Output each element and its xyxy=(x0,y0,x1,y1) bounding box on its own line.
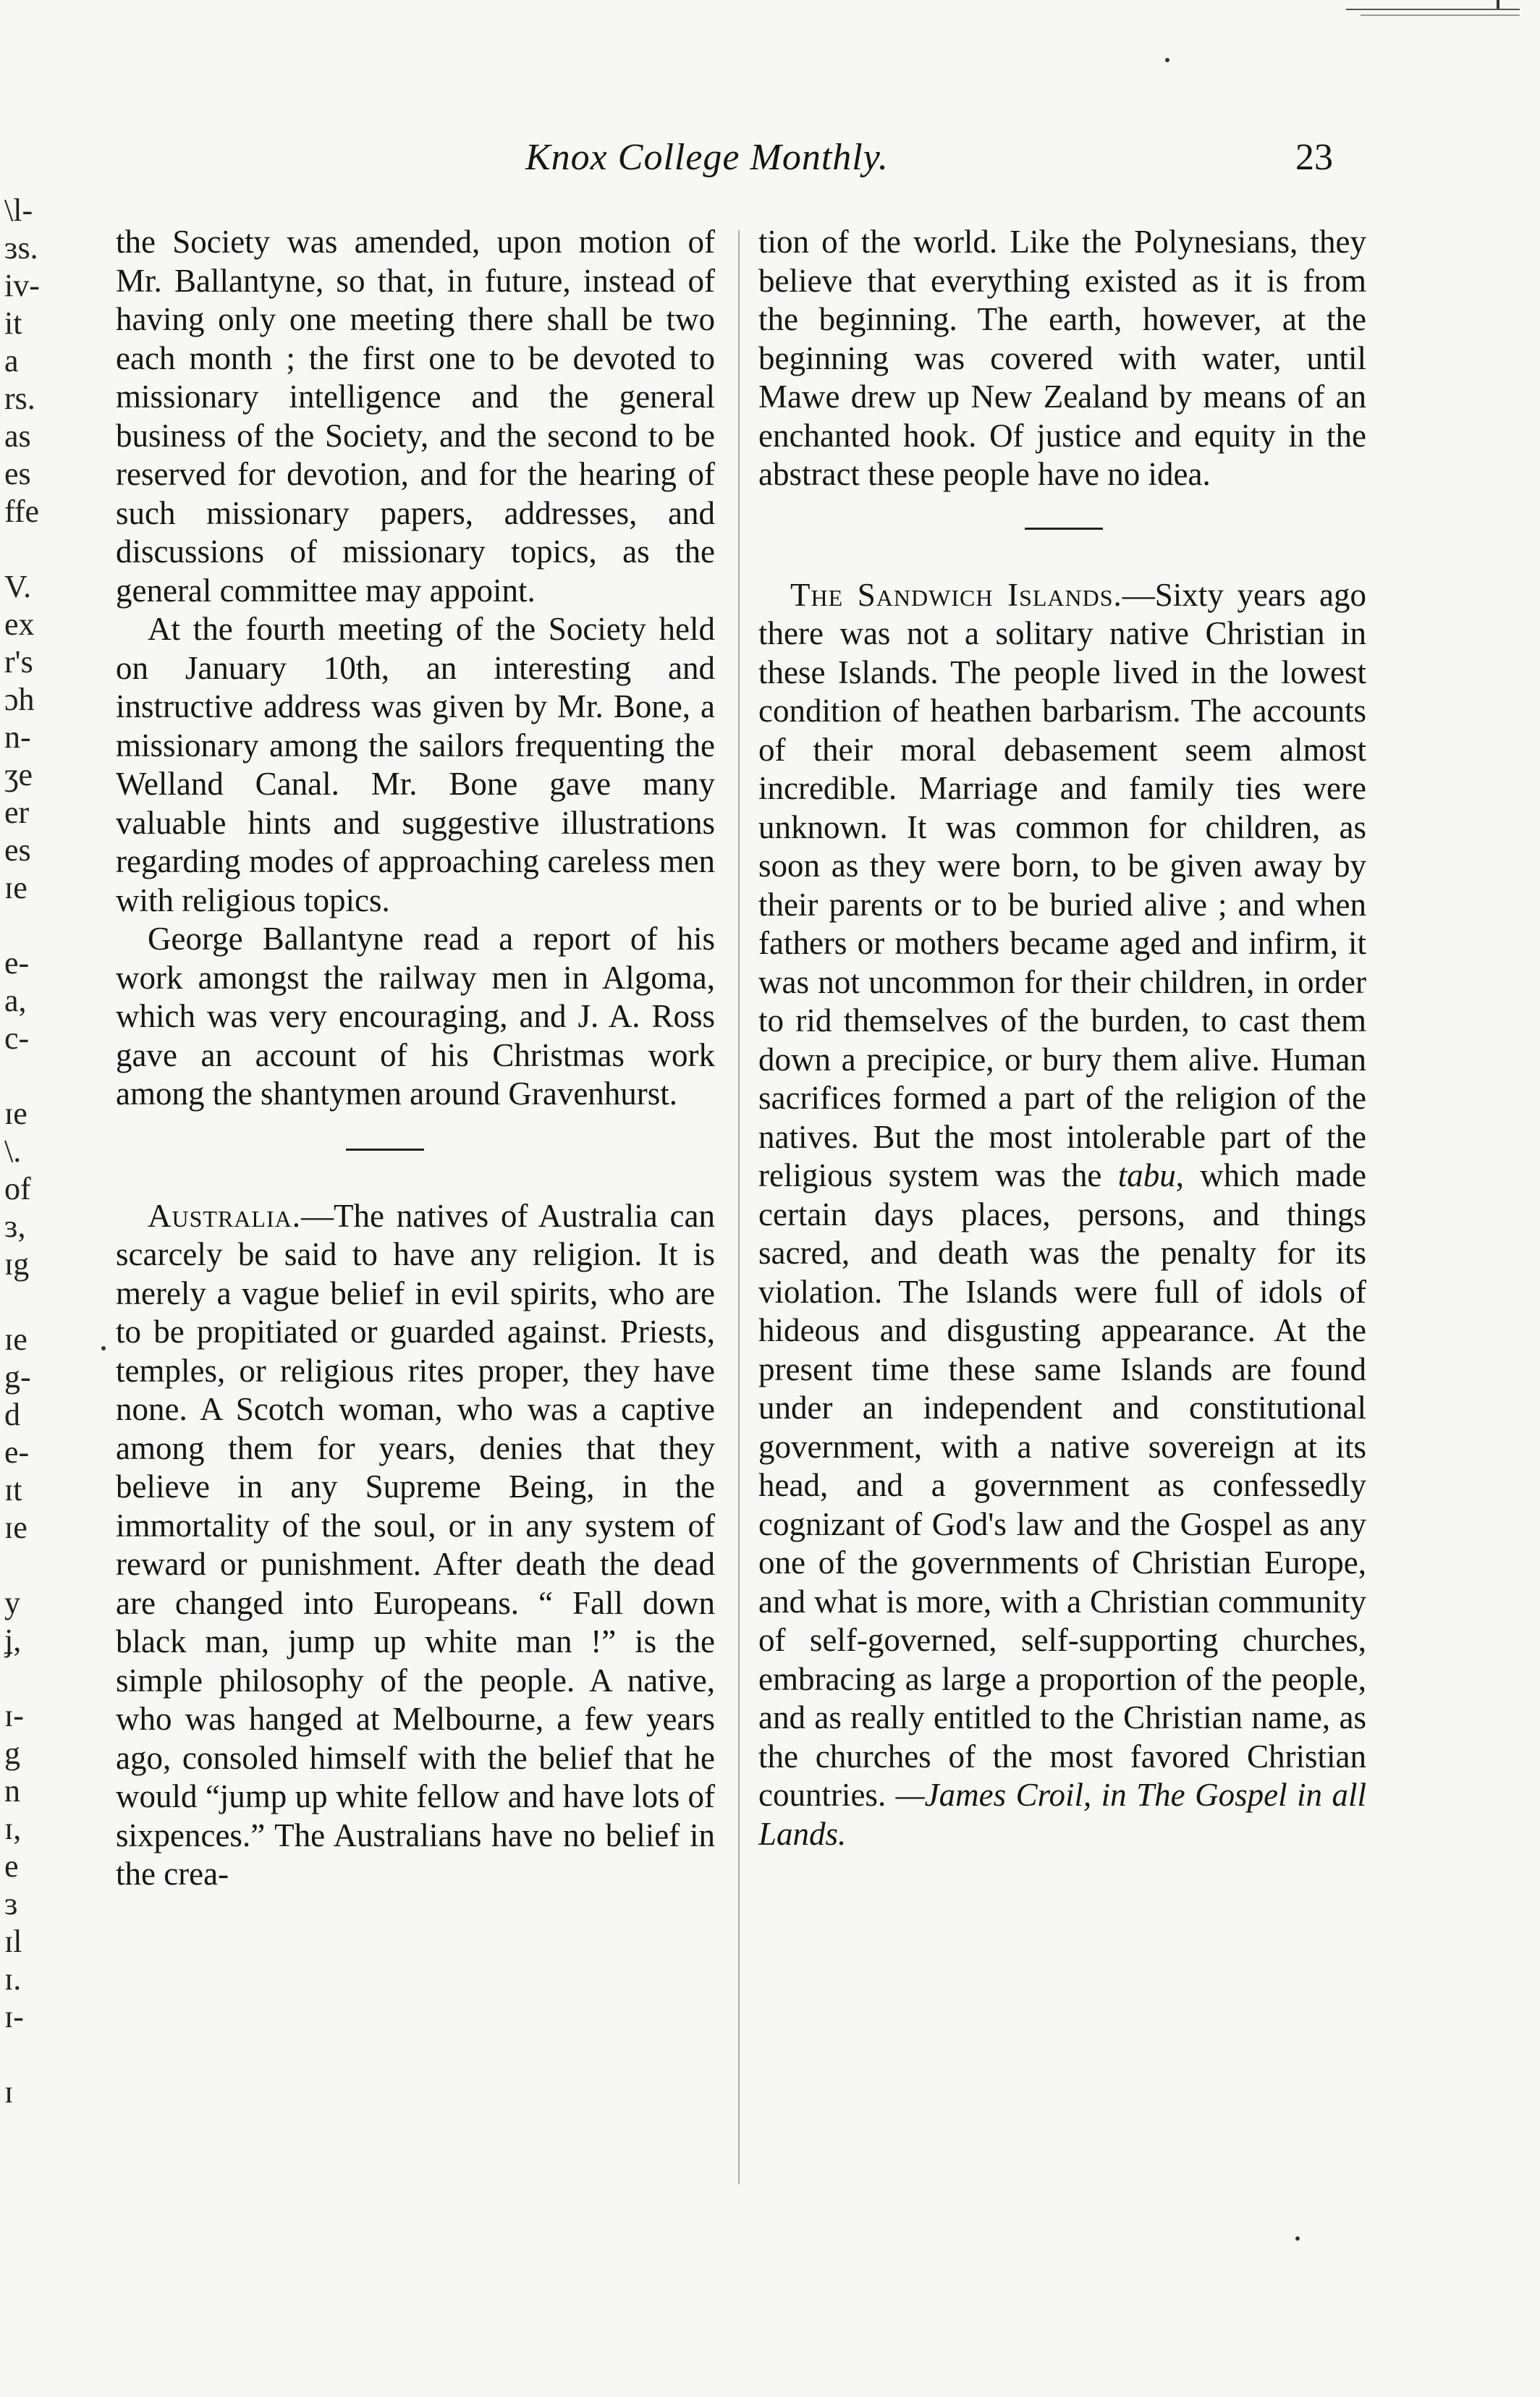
section-heading: Australia. xyxy=(148,1197,301,1234)
margin-fragment: e- xyxy=(4,1434,30,1470)
section-divider xyxy=(1025,528,1103,530)
paragraph: At the fourth meeting of the Society held on January 10th, an interesting and instructive address was given by Mr. Bone, a missionary among the sailors frequenting the Welland Canal. Mr. Bone gave many valuable hints and suggestive illustrations regarding modes of approaching careless men with religious topics. xyxy=(116,611,715,918)
paragraph: tion of the world. Like the Polynesians, they believe that everything existed as it is from the beginning. The earth, however, at the beginning was covered with water, until Mawe drew up New Zealand by means of an enchanted hook. Of justice and equity in the abstract these people have no idea. xyxy=(758,224,1366,492)
speck xyxy=(1295,2236,1300,2241)
margin-fragment: g- xyxy=(4,1359,31,1395)
margin-fragment: a, xyxy=(4,983,27,1018)
margin-fragment: V. xyxy=(4,569,32,604)
margin-fragment: it xyxy=(4,305,22,341)
margin-fragment: e- xyxy=(4,945,30,981)
margin-fragment xyxy=(4,1283,55,1321)
margin-fragment: ɪ, xyxy=(4,1811,22,1846)
paragraph: the Society was amended, upon motion of Mr. Ballantyne, so that, in future, instead of having only one meeting there shall be two each month ; the first one to be devoted to missionary intelligence and the general business of the Society, and the second to be reserved for devotion, and for the hearing of such missionary papers, addresses, and discussions of missionary topics, as the general committee may appoint. xyxy=(116,224,715,609)
margin-fragment xyxy=(4,1547,55,1584)
facing-page-margin-fragments xyxy=(4,192,55,2111)
margin-fragment: ɪl xyxy=(4,1924,22,1959)
margin-fragment: \. xyxy=(4,1133,22,1169)
margin-fragment: as xyxy=(4,418,31,454)
margin-fragment: es xyxy=(4,832,31,868)
margin-fragment: ɪe xyxy=(4,870,28,905)
section-text: —Sixty years ago there was not a solitary native Christian in these Islands. The people lived in the lowest condition of heathen barbarism. The accounts of their moral debasement seem almost incredible. Marriage and family ties were unknown. It was common for children, as soon as they were born, to be given away by their parents or to be buried alive ; and when fathers or mothers became aged and infirm, it was not uncommon for their children, in order to rid themselves of the burden, to cast them down a precipice, or bury them alive. Human sacrifices formed a part of the religion of the natives. But the most intolerable part of the religious system was the xyxy=(758,576,1366,1193)
margin-fragment: es xyxy=(4,456,31,491)
margin-fragment: iv- xyxy=(4,268,40,303)
section-text: , which made certain days places, persons, and things sacred, and death was the penalty for its violation. The Islands were full of idols of hideous and disgusting appearance. At the present time these same Islands are found under an independent and constitutional government, with a native sovereign at its head, and a government as confessedly cognizant of God's law and the Gospel as any one of the governments of Christian Europe, and what is more, with a Christian community of self-governed, self-supporting churches, embracing as large a proportion of the people, and as really entitled to the Christian name, as the churches of the most favored Christian countries. xyxy=(758,1157,1366,1813)
margin-fragment: ɜ xyxy=(4,1886,18,1922)
margin-fragment xyxy=(4,907,55,944)
paragraph: George Ballantyne read a report of his work amongst the railway men in Algoma, which was very encouraging, and J. A. Ross gave an account of his Christmas work among the shantymen around Gravenhurst. xyxy=(116,921,715,1112)
margin-fragment: ɪ- xyxy=(4,1999,24,2034)
margin-fragment xyxy=(4,1660,55,1697)
italic-term: tabu xyxy=(1117,1157,1176,1193)
right-column xyxy=(758,223,1366,1853)
column-divider xyxy=(738,230,740,2184)
margin-fragment: a xyxy=(4,343,19,379)
margin-fragment xyxy=(4,1057,55,1095)
margin-fragment: c- xyxy=(4,1020,30,1056)
margin-fragment: y xyxy=(4,1585,20,1620)
margin-fragment: ɪ. xyxy=(4,1961,22,1997)
margin-fragment: ɜs. xyxy=(4,230,38,266)
margin-fragment: ɔh xyxy=(4,682,35,717)
margin-fragment: ɪe xyxy=(4,1096,28,1131)
margin-fragment: \l- xyxy=(4,193,33,228)
page-number: 23 xyxy=(1295,137,1333,178)
margin-fragment: e xyxy=(4,1848,19,1884)
margin-fragment: ɪe xyxy=(4,1510,28,1545)
margin-fragment: of xyxy=(4,1171,31,1206)
sandwich-islands-section xyxy=(758,576,1366,1854)
speck xyxy=(101,1346,106,1350)
margin-fragment: n xyxy=(4,1773,20,1809)
margin-fragment: rs. xyxy=(4,381,35,416)
margin-fragment: ɪ- xyxy=(4,1698,24,1733)
speck xyxy=(1165,58,1169,62)
left-column xyxy=(116,223,715,1894)
margin-fragment: r's xyxy=(4,644,33,680)
margin-fragment: ffe xyxy=(4,494,40,529)
top-edge-rule xyxy=(1361,14,1520,16)
margin-fragment xyxy=(4,2036,55,2073)
margin-fragment: ex xyxy=(4,606,35,642)
running-title: Knox College Monthly. xyxy=(525,137,889,178)
margin-fragment: ɜ, xyxy=(4,1209,26,1244)
margin-fragment: ʒe xyxy=(4,757,33,792)
margin-fragment: n- xyxy=(4,719,31,755)
page-header xyxy=(0,136,1540,187)
margin-fragment: er xyxy=(4,795,30,830)
margin-fragment: g xyxy=(4,1736,20,1771)
margin-fragment: ɪg xyxy=(4,1246,30,1282)
margin-fragment: ɪ xyxy=(4,2074,14,2110)
margin-fragment: ɪe xyxy=(4,1322,28,1357)
margin-fragment xyxy=(4,530,55,568)
margin-fragment: ɪt xyxy=(4,1472,22,1508)
section-divider xyxy=(346,1149,424,1151)
margin-fragment: d xyxy=(4,1397,20,1432)
section-text: —The natives of Australia can scarcely be said to have any religion. It is merely a vague belief in evil spirits, who are to be propitiated or guarded against. Priests, temples, or religious rites proper, they have none. A Scotch woman, who was a captive among them for years, denies that they believe in any Supreme Being, in the immortality of the soul, or in any system of reward or punishment. After death the dead are changed into Europeans. “ Fall down black man, jump up white man !” is the simple philosophy of the people. A native, who was hanged at Melbourne, a few years ago, consoled himself with the belief that he would “jump up white fellow and have lots of sixpences.” The Australians have no belief in the crea- xyxy=(116,1197,715,1892)
margin-fragment: ʝ, xyxy=(4,1623,22,1658)
citation: —James Croil, in The Gospel in all Lands. xyxy=(758,1777,1367,1852)
section-heading: The Sandwich Islands. xyxy=(790,576,1122,613)
top-edge-rule xyxy=(1346,9,1520,10)
australia-section xyxy=(116,1197,715,1894)
